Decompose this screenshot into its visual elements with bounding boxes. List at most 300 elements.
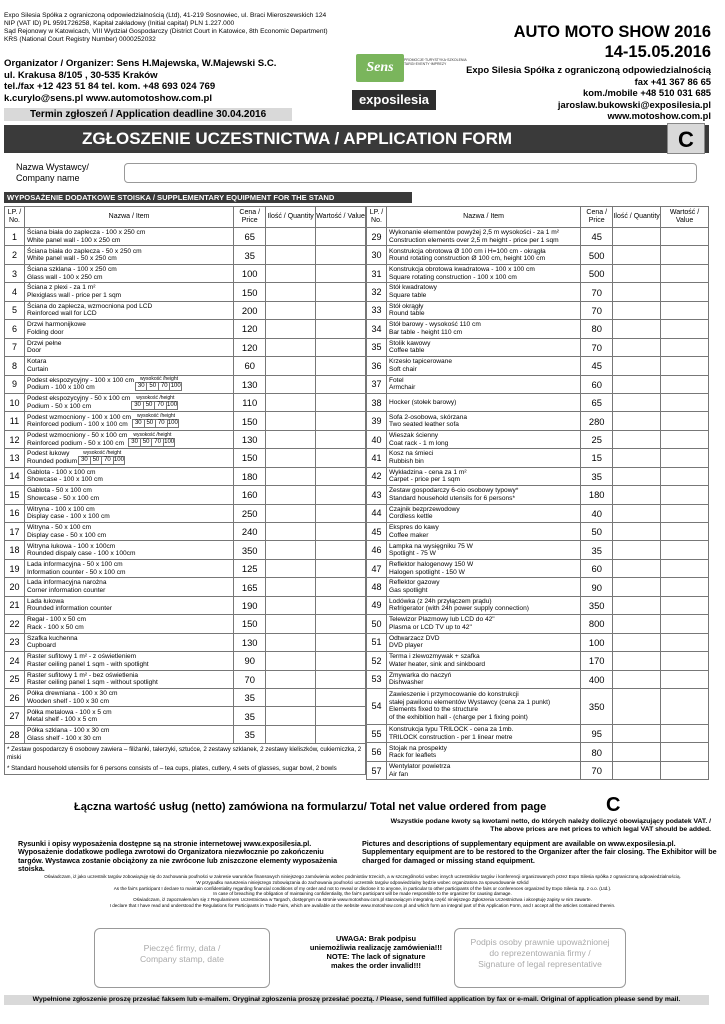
value-cell[interactable] (316, 652, 366, 670)
item-name-pl: Stół barowy - wysokość 110 cm (388, 321, 481, 329)
item-name-en: Gas spotlight (388, 587, 428, 595)
warning-line: makes the order invalid!!! (331, 961, 421, 970)
quantity-cell[interactable] (613, 743, 661, 761)
company-name-label (16, 162, 89, 183)
quantity-cell[interactable] (266, 541, 316, 559)
value-cell[interactable] (661, 633, 709, 651)
equipment-table-left (4, 206, 366, 775)
item-number: 49 (367, 596, 387, 614)
value-cell[interactable] (316, 375, 366, 393)
quantity-cell[interactable] (266, 633, 316, 651)
item-name (24, 375, 233, 393)
table-row (367, 578, 709, 596)
value-cell[interactable] (316, 264, 366, 282)
item-name-pl: Witryna - 100 x 100 cm (26, 505, 95, 513)
value-cell[interactable] (661, 596, 709, 614)
value-cell[interactable] (316, 725, 366, 743)
total-letter: C (606, 794, 621, 816)
height-option[interactable]: 30 (128, 438, 141, 447)
item-number: 2 (5, 246, 25, 264)
quantity-cell[interactable] (613, 375, 661, 393)
quantity-cell[interactable] (266, 449, 316, 467)
quantity-cell[interactable] (613, 467, 661, 485)
quantity-cell[interactable] (613, 338, 661, 356)
value-cell[interactable] (316, 449, 366, 467)
item-number: 14 (5, 467, 25, 485)
height-option[interactable]: 100 (170, 383, 181, 390)
value-cell[interactable] (661, 504, 709, 522)
value-cell[interactable] (316, 688, 366, 706)
item-price: 70 (581, 761, 613, 779)
table-row (5, 228, 366, 246)
quantity-cell[interactable] (266, 357, 316, 375)
item-price: 90 (581, 578, 613, 596)
value-cell[interactable] (661, 283, 709, 301)
col-item: Nazwa / Item (24, 207, 233, 228)
quantity-cell[interactable] (266, 338, 316, 356)
quantity-cell[interactable] (266, 283, 316, 301)
item-name-en: Coffee table (388, 347, 425, 355)
quantity-cell[interactable] (613, 228, 661, 246)
quantity-cell[interactable] (266, 467, 316, 485)
quantity-cell[interactable] (613, 320, 661, 338)
value-cell[interactable] (316, 430, 366, 448)
quantity-cell[interactable] (266, 320, 316, 338)
item-name (386, 541, 580, 559)
table-row (367, 670, 709, 688)
item-price: 180 (234, 467, 266, 485)
quantity-cell[interactable] (613, 596, 661, 614)
registration-line: Sąd Rejonowy w Katowicach, VIII Wydział Gospodarczy (District Court in Katowice, 8th Economic Department) (4, 28, 328, 35)
height-option[interactable]: 100 (167, 420, 178, 427)
value-cell[interactable] (661, 301, 709, 319)
value-cell[interactable] (661, 615, 709, 633)
item-name (24, 670, 233, 688)
quantity-cell[interactable] (613, 412, 661, 430)
quantity-cell[interactable] (613, 652, 661, 670)
quantity-cell[interactable] (613, 264, 661, 282)
item-name-pl: Ściana szklana - 100 x 250 cm (26, 266, 117, 273)
quantity-cell[interactable] (266, 393, 316, 411)
item-number: 35 (367, 338, 387, 356)
table-row (367, 541, 709, 559)
quantity-cell[interactable] (613, 578, 661, 596)
item-name (24, 707, 233, 725)
value-cell[interactable] (661, 430, 709, 448)
item-name-en: Rounded dispaly case - 100 x 100cm (26, 550, 136, 558)
value-cell[interactable] (316, 707, 366, 725)
declarations (4, 874, 721, 909)
value-cell[interactable] (316, 283, 366, 301)
item-price: 350 (581, 688, 613, 724)
item-number: 30 (367, 246, 387, 264)
table-row (5, 301, 366, 319)
item-name-pl: Czajnik bezprzewodowy (388, 505, 460, 513)
item-number: 46 (367, 541, 387, 559)
item-name-pl: Raster sufitowy 1 m² - bez oświetlenia (26, 671, 138, 679)
note-en: * Standard household utensils for 6 persons consists of – tea cups, plates, cutlery, 4 sets of glasses, sugar bowl, 2 bowls (7, 765, 337, 773)
signature-box[interactable] (454, 928, 626, 988)
item-price: 40 (581, 504, 613, 522)
value-cell[interactable] (661, 246, 709, 264)
item-price: 45 (581, 357, 613, 375)
item-name (386, 724, 580, 742)
table-row (367, 320, 709, 338)
rules-pl: Rysunki i opisy wyposażenia dostępne są na stronie internetowej www.exposilesia.pl. Wyposażenie dodatkowe podlega zwrotowi do Organizatora niezwłocznie po zakończeniu targów. Wystawca zostanie obciążony za nie zwrócone lub zniszczone elementy wyposażenia stoiska. (18, 839, 338, 874)
item-name-pl: Stolik kawowy (388, 339, 431, 347)
item-name-en: Rounded information counter (26, 605, 112, 613)
company-label-en: Company name (16, 172, 80, 183)
item-name-en: Glass shelf - 100 x 30 cm (26, 734, 102, 742)
item-price: 70 (581, 301, 613, 319)
declaration-line: I declare that I have read and understood the Regulations for Participants in Trade Fairs, which are available at the website www.motoshow.com.pl and which form an integral part of this Application Form, and I accept all the articles contained therein. (109, 902, 616, 908)
company-label-pl: Nazwa Wystawcy/ (16, 162, 89, 172)
item-name-en: Square rotating construction - 100 x 100 cm (388, 273, 517, 281)
item-number: 47 (367, 559, 387, 577)
item-price: 70 (234, 670, 266, 688)
value-cell[interactable] (316, 412, 366, 430)
value-cell[interactable] (661, 449, 709, 467)
item-price: 150 (234, 449, 266, 467)
item-name (386, 578, 580, 596)
height-option[interactable]: 70 (155, 419, 168, 428)
declaration-line: In case of breaching the obligation of maintaining confidentiality, the fair's participant will be made responsible to the organizer for causing damage. (213, 891, 512, 897)
quantity-cell[interactable] (266, 707, 316, 725)
item-number: 51 (367, 633, 387, 651)
table-row (367, 393, 709, 411)
quantity-cell[interactable] (613, 504, 661, 522)
height-option[interactable]: 30 (131, 401, 144, 410)
item-name-en: Raster ceiling panel 1 sqm - without spotlight (26, 679, 158, 687)
table-row (5, 338, 366, 356)
value-cell[interactable] (316, 357, 366, 375)
quantity-cell[interactable] (266, 523, 316, 541)
contact-line: Expo Silesia Spółka z ograniczoną odpowiedzialnością (466, 64, 711, 75)
value-cell[interactable] (661, 375, 709, 393)
item-price: 500 (581, 264, 613, 282)
value-cell[interactable] (661, 228, 709, 246)
height-options (136, 377, 182, 391)
item-number: 6 (5, 320, 25, 338)
item-name (386, 688, 580, 724)
value-cell[interactable] (661, 761, 709, 779)
item-name-en: Display case - 50 x 100 cm (26, 531, 107, 539)
item-name-pl: Konstrukcja obrotowa Ø 100 cm i H=100 cm - okrągła (388, 247, 546, 255)
item-name (24, 725, 233, 743)
item-name-pl: Hocker (stołek barowy) (388, 398, 457, 406)
item-name (24, 688, 233, 706)
item-number: 16 (5, 504, 25, 522)
height-option[interactable]: 30 (135, 382, 148, 391)
item-name-en: of the exhibition hall - (charge per 1 fixing point) (388, 714, 528, 722)
value-cell[interactable] (316, 393, 366, 411)
signature-label: Podpis osoby prawnie upoważnionej (470, 937, 610, 947)
col-price: Cena / Price (581, 207, 613, 228)
item-name (386, 670, 580, 688)
table-row (367, 523, 709, 541)
quantity-cell[interactable] (266, 412, 316, 430)
table-row (367, 615, 709, 633)
col-qty: Ilość / Quantity (613, 207, 661, 228)
item-name (386, 338, 580, 356)
item-price: 280 (581, 412, 613, 430)
height-option[interactable]: 50 (143, 401, 156, 410)
height-option[interactable]: 50 (144, 419, 157, 428)
quantity-cell[interactable] (266, 246, 316, 264)
value-cell[interactable] (316, 633, 366, 651)
height-option[interactable]: 100 (113, 456, 124, 463)
item-price: 65 (581, 393, 613, 411)
item-number: 23 (5, 633, 25, 651)
item-name-pl: Stół kwadratowy (388, 284, 437, 292)
quantity-cell[interactable] (266, 430, 316, 448)
item-name-pl: Kotara (26, 358, 47, 366)
item-name-en: Door (26, 347, 42, 355)
item-number: 38 (367, 393, 387, 411)
quantity-cell[interactable] (613, 246, 661, 264)
table-row (5, 725, 366, 743)
value-cell[interactable] (661, 338, 709, 356)
item-name (24, 652, 233, 670)
quantity-cell[interactable] (613, 301, 661, 319)
item-name-pl: Ściana biała do zaplecza - 100 x 250 cm (26, 229, 146, 237)
item-name-en: White panel wall - 100 x 250 cm (26, 236, 121, 244)
quantity-cell[interactable] (613, 541, 661, 559)
item-price: 65 (234, 228, 266, 246)
item-name-en: Glass wall - 100 x 250 cm (26, 273, 103, 281)
value-cell[interactable] (661, 652, 709, 670)
quantity-cell[interactable] (266, 228, 316, 246)
item-name-pl: Półka drewniana - 100 x 30 cm (26, 690, 118, 698)
value-cell[interactable] (661, 688, 709, 724)
declaration-line: Oświadczam, iż jako uczestnik targów zobowiązuję się do zachowania poufności w zakresie warunków finansowych niniejszego zamówienia wobec podmiotów trzecich, a w szczególności wobec innych uczestników targów i konferencji organizowanych przez Expo Silesia spółka z ograniczoną odpowiedzialnością. (44, 874, 681, 879)
quantity-cell[interactable] (613, 688, 661, 724)
value-cell[interactable] (316, 301, 366, 319)
item-number: 53 (367, 670, 387, 688)
quantity-cell[interactable] (266, 725, 316, 743)
value-cell[interactable] (661, 486, 709, 504)
value-cell[interactable] (316, 596, 366, 614)
item-price: 350 (234, 541, 266, 559)
item-name-pl: Konstrukcja typu TRILOCK - cena za 1mb. (388, 726, 514, 734)
height-option[interactable]: 100 (167, 401, 178, 408)
quantity-cell[interactable] (266, 615, 316, 633)
quantity-cell[interactable] (266, 559, 316, 577)
item-name (386, 633, 580, 651)
height-option[interactable]: 50 (90, 456, 103, 465)
value-cell[interactable] (316, 670, 366, 688)
table-row (5, 615, 366, 633)
item-number: 19 (5, 559, 25, 577)
quantity-cell[interactable] (613, 761, 661, 779)
item-price: 500 (581, 246, 613, 264)
item-name-pl: Ściana biała do zaplecza - 50 x 250 cm (26, 247, 142, 255)
quantity-cell[interactable] (266, 670, 316, 688)
table-row (367, 283, 709, 301)
value-cell[interactable] (316, 578, 366, 596)
item-number: 15 (5, 486, 25, 504)
quantity-cell[interactable] (613, 283, 661, 301)
height-option[interactable]: 70 (158, 382, 171, 391)
item-name (24, 559, 233, 577)
quantity-cell[interactable] (266, 486, 316, 504)
height-option[interactable]: 70 (101, 456, 114, 465)
quantity-cell[interactable] (613, 559, 661, 577)
table-row (5, 541, 366, 559)
value-cell[interactable] (661, 467, 709, 485)
table-row (367, 467, 709, 485)
height-option[interactable]: 30 (78, 456, 91, 465)
value-cell[interactable] (661, 670, 709, 688)
item-number: 31 (367, 264, 387, 282)
item-price: 125 (234, 559, 266, 577)
value-cell[interactable] (661, 578, 709, 596)
quantity-cell[interactable] (613, 523, 661, 541)
item-number: 26 (5, 688, 25, 706)
item-price: 95 (581, 724, 613, 742)
item-name (386, 430, 580, 448)
item-name-en: Armchair (388, 384, 416, 392)
item-name-pl: Zmywarka do naczyń (388, 671, 452, 679)
quantity-cell[interactable] (613, 724, 661, 742)
quantity-cell[interactable] (613, 633, 661, 651)
height-option[interactable]: 70 (151, 438, 164, 447)
table-row (367, 449, 709, 467)
item-name-en: Refrigerator (with 24h power supply connection) (388, 605, 529, 613)
item-price: 35 (234, 725, 266, 743)
table-row (5, 246, 366, 264)
item-name (386, 449, 580, 467)
item-name (386, 467, 580, 485)
item-name-pl: Konstrukcja obrotowa kwadratowa - 100 x 100 cm (388, 266, 535, 273)
height-options (129, 433, 175, 447)
table-row (367, 504, 709, 522)
value-cell[interactable] (316, 504, 366, 522)
item-price: 150 (234, 615, 266, 633)
quantity-cell[interactable] (266, 596, 316, 614)
quantity-cell[interactable] (613, 449, 661, 467)
table-row (5, 652, 366, 670)
event-title-block (514, 22, 711, 62)
item-name-pl: Wykładzina - cena za 1 m² (388, 468, 467, 476)
height-option[interactable]: 30 (132, 419, 145, 428)
quantity-cell[interactable] (613, 486, 661, 504)
item-price: 80 (581, 743, 613, 761)
value-cell[interactable] (316, 523, 366, 541)
table-row (5, 467, 366, 485)
value-cell[interactable] (316, 228, 366, 246)
item-name-pl: Stół okrągły (388, 302, 424, 310)
quantity-cell[interactable] (266, 264, 316, 282)
company-name-field[interactable] (124, 163, 697, 183)
value-cell[interactable] (661, 541, 709, 559)
quantity-cell[interactable] (266, 578, 316, 596)
height-label: wysokość /height (133, 431, 172, 438)
quantity-cell[interactable] (266, 375, 316, 393)
quantity-cell[interactable] (266, 652, 316, 670)
company-stamp-box[interactable] (94, 928, 270, 988)
notes-cell (5, 744, 366, 775)
note-pl: * Zestaw gospodarczy 6 osobowy zawiera – filiżanki, talerzyki, sztućce, 2 zestawy szklanek, 2 zestawy kieliszków, cukierniczka, 2 miski (7, 746, 362, 761)
quantity-cell[interactable] (613, 430, 661, 448)
item-name-pl: Szafka kuchenna (26, 634, 78, 642)
table-row (367, 338, 709, 356)
value-cell[interactable] (316, 467, 366, 485)
quantity-cell[interactable] (613, 357, 661, 375)
value-cell[interactable] (316, 486, 366, 504)
item-number: 34 (367, 320, 387, 338)
quantity-cell[interactable] (613, 393, 661, 411)
value-cell[interactable] (661, 357, 709, 375)
value-cell[interactable] (316, 320, 366, 338)
item-name-en: Spotlight - 75 W (388, 550, 436, 558)
rules-en: Pictures and descriptions of supplementary equipment are available on www.exposilesia.pl. Supplementary equipment are to be restored to the Organizer after the fair closing. The Exhibitor will be charged for damaged or missing stand equipment. (362, 839, 717, 865)
item-number: 41 (367, 449, 387, 467)
item-price: 35 (234, 688, 266, 706)
value-cell[interactable] (661, 412, 709, 430)
height-option[interactable]: 100 (164, 438, 175, 445)
value-cell[interactable] (661, 559, 709, 577)
quantity-cell[interactable] (613, 670, 661, 688)
item-price: 70 (581, 283, 613, 301)
height-option[interactable]: 70 (154, 401, 167, 410)
value-cell[interactable] (316, 559, 366, 577)
value-cell[interactable] (661, 264, 709, 282)
value-cell[interactable] (661, 724, 709, 742)
item-name-en: Podium - 100 x 100 cm (26, 384, 95, 392)
sens-logo: Sens (356, 54, 404, 82)
item-name-en: Coffee maker (388, 531, 429, 539)
table-row (5, 578, 366, 596)
height-option[interactable]: 50 (146, 382, 159, 391)
value-cell[interactable] (661, 320, 709, 338)
table-row (367, 228, 709, 246)
height-option[interactable]: 50 (140, 438, 153, 447)
quantity-cell[interactable] (266, 688, 316, 706)
table-row (367, 264, 709, 282)
value-cell[interactable] (661, 743, 709, 761)
item-name (386, 393, 580, 411)
value-cell[interactable] (661, 393, 709, 411)
value-cell[interactable] (316, 541, 366, 559)
quantity-cell[interactable] (266, 301, 316, 319)
item-name (24, 596, 233, 614)
item-price: 240 (234, 523, 266, 541)
item-number: 9 (5, 375, 25, 393)
table-row (5, 523, 366, 541)
item-price: 100 (234, 264, 266, 282)
table-row (367, 652, 709, 670)
table-row (367, 430, 709, 448)
height-label: wysokość /height (136, 394, 175, 401)
item-name (386, 596, 580, 614)
item-name-pl: Ściana z plexi - za 1 m² (26, 284, 96, 292)
item-name-en: Reinforced podium - 50 x 100 cm (26, 439, 125, 447)
quantity-cell[interactable] (613, 615, 661, 633)
item-number: 4 (5, 283, 25, 301)
item-name-pl: Lada łukowa (26, 597, 64, 605)
value-cell[interactable] (316, 615, 366, 633)
item-price: 110 (234, 393, 266, 411)
item-name (24, 578, 233, 596)
value-cell[interactable] (316, 338, 366, 356)
value-cell[interactable] (316, 246, 366, 264)
table-row (367, 761, 709, 779)
quantity-cell[interactable] (266, 504, 316, 522)
item-name (24, 264, 233, 282)
value-cell[interactable] (661, 523, 709, 541)
col-value: Wartość / Value (661, 207, 709, 228)
